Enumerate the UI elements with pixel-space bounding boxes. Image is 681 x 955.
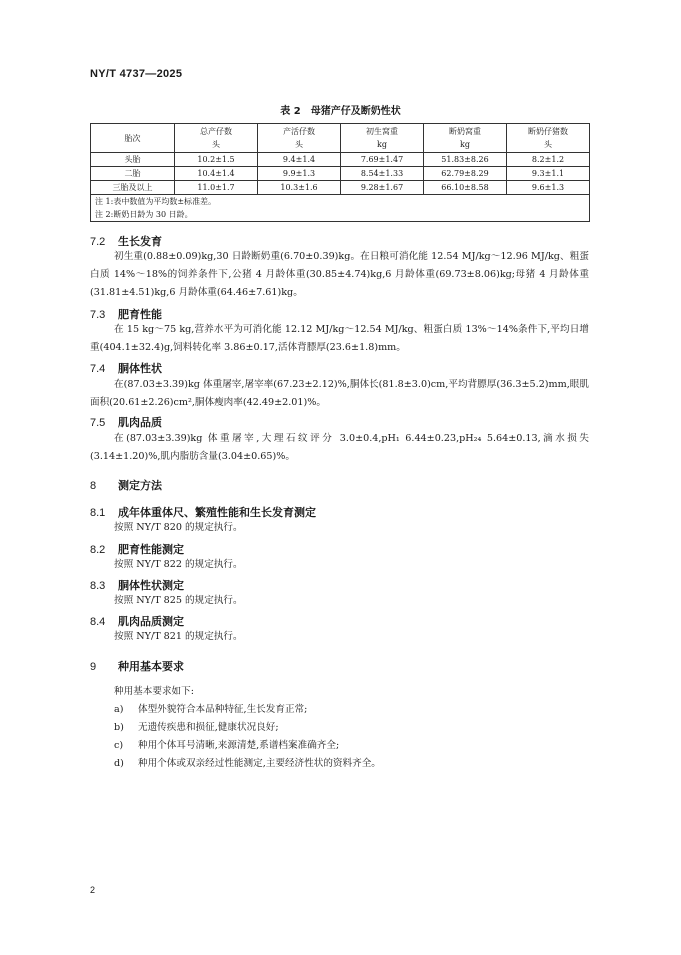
section-heading-8-4: 8.4 肌肉品质测定: [90, 615, 184, 628]
section-text-7-5: 在(87.03±3.39)kg 体重屠宰,大理石纹评分 3.0±0.4,pH₁ 6.44±0.23,pH₂₄ 5.64±0.13,滴水损失(3.14±1.20)%,肌内脂肪含量(3.04±0.65)%。: [90, 433, 589, 462]
table-cell: 66.10±8.58: [424, 181, 507, 195]
table-cell: 9.9±1.3: [258, 167, 341, 181]
table-note: 注 1:表中数值为平均数±标准差。: [91, 195, 590, 209]
section-text-7-2: 初生重(0.88±0.09)kg,30 日龄断奶重(6.70±0.39)kg。在日粮可消化能 12.54 MJ/kg～12.96 MJ/kg、粗蛋白质 14%～18%的饲养条件下,公猪 4 月龄体重(30.85±4.74)kg,6 月龄体重(69.73±8.06)kg;母猪 4 月龄体重(31.81±4.51)kg,6 月龄体重(64.46±7.61)kg。: [90, 251, 589, 298]
standard-code: NY/T 4737—2025: [90, 68, 183, 80]
requirement-item: a) 体型外貌符合本品种特征,生长发育正常;: [114, 704, 308, 715]
section-heading-9: 9 种用基本要求: [90, 660, 184, 673]
table-cell: 62.79±8.29: [424, 167, 507, 181]
column-header: 总产仔数 头: [175, 124, 258, 153]
table-note: 注 2:断奶日龄为 30 日龄。: [91, 208, 590, 222]
table-row: [91, 153, 590, 167]
table-header-row: [91, 124, 590, 153]
table-cell: 7.69±1.47: [341, 153, 424, 167]
table-cell: 10.3±1.6: [258, 181, 341, 195]
table-cell: 10.4±1.4: [175, 167, 258, 181]
table-cell: 8.54±1.33: [341, 167, 424, 181]
column-header: 断奶窝重 kg: [424, 124, 507, 153]
table-cell: 头胎: [91, 153, 175, 167]
section-text-8-4: 按照 NY/T 821 的规定执行。: [114, 631, 243, 642]
column-header: 初生窝重 kg: [341, 124, 424, 153]
table-cell: 9.4±1.4: [258, 153, 341, 167]
requirement-item: c) 种用个体耳号清晰,来源清楚,系谱档案准确齐全;: [114, 740, 340, 751]
section-text-7-4: 在(87.03±3.39)kg 体重屠宰,屠宰率(67.23±2.12)%,胴体长(81.8±3.0)cm,平均背膘厚(36.3±5.2)mm,眼肌面积(20.61±2.26)cm²,胴体瘦肉率(42.49±2.01)%。: [90, 379, 589, 408]
sow-litter-table: [90, 123, 590, 222]
requirements-intro: 种用基本要求如下:: [114, 686, 194, 697]
section-heading-8: 8 测定方法: [90, 479, 162, 492]
requirement-item: d) 种用个体或双亲经过性能测定,主要经济性状的资料齐全。: [114, 758, 381, 769]
table-cell: 11.0±1.7: [175, 181, 258, 195]
table-cell: 10.2±1.5: [175, 153, 258, 167]
section-text-8-3: 按照 NY/T 825 的规定执行。: [114, 595, 243, 606]
table-cell: 9.28±1.67: [341, 181, 424, 195]
page-number: 2: [90, 885, 96, 895]
section-text-8-1: 按照 NY/T 820 的规定执行。: [114, 522, 243, 533]
table-cell: 9.6±1.3: [507, 181, 590, 195]
section-heading-8-2: 8.2 肥育性能测定: [90, 543, 184, 556]
section-heading-7-2: 7.2 生长发育: [90, 235, 162, 248]
section-heading-7-4: 7.4 胴体性状: [90, 362, 162, 375]
table-cell: 二胎: [91, 167, 175, 181]
section-heading-7-3: 7.3 肥育性能: [90, 308, 162, 321]
section-heading-8-1: 8.1 成年体重体尺、繁殖性能和生长发育测定: [90, 506, 316, 519]
table-cell: 51.83±8.26: [424, 153, 507, 167]
table-note-row: [91, 195, 590, 209]
table-cell: 9.3±1.1: [507, 167, 590, 181]
section-text-8-2: 按照 NY/T 822 的规定执行。: [114, 559, 243, 570]
table-caption: 表 2 母猪产仔及断奶性状: [280, 106, 401, 117]
table-row: [91, 181, 590, 195]
table-note-row: [91, 208, 590, 222]
column-header: 断奶仔猪数 头: [507, 124, 590, 153]
section-text-7-3: 在 15 kg～75 kg,营养水平为可消化能 12.12 MJ/kg～12.54 MJ/kg、粗蛋白质 13%～14%条件下,平均日增重(404.1±32.4)g,饲料转化率 3.86±0.17,活体背膘厚(23.6±1.8)mm。: [90, 324, 589, 353]
table-cell: 三胎及以上: [91, 181, 175, 195]
table-row: [91, 167, 590, 181]
section-heading-7-5: 7.5 肌肉品质: [90, 416, 162, 429]
section-heading-8-3: 8.3 胴体性状测定: [90, 579, 184, 592]
table-cell: 8.2±1.2: [507, 153, 590, 167]
column-header: 产活仔数 头: [258, 124, 341, 153]
column-header: 胎次: [91, 124, 175, 153]
requirement-item: b) 无遗传疾患和损征,健康状况良好;: [114, 722, 279, 733]
